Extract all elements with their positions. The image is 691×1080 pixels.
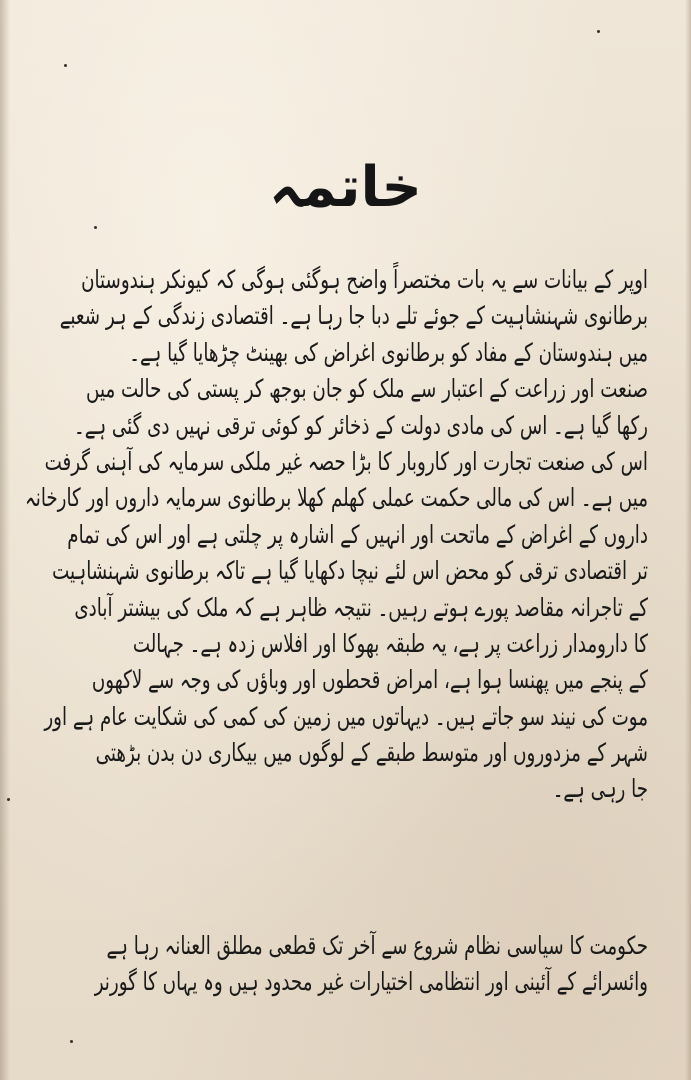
paragraph-line: جا رہی ہے۔ [552,774,648,804]
paragraph-line: تر اقتصادی ترقی کو محض اس لئے نیچا دکھایا گیا ہے تاکہ برطانوی شہنشاہیت [52,556,648,586]
scan-speck [597,30,600,33]
paragraph-line: داروں کے اغراض کے ماتحت اور انہیں کے اشارہ پر چلتی ہے اور اس کی تمام [67,519,648,549]
scan-speck [7,798,10,801]
paragraph-line: رکھا گیا ہے۔ اس کی مادی دولت کے ذخائر کو کوئی ترقی نہیں دی گئی ہے۔ [74,410,648,440]
paragraph-line: برطانوی شہنشاہیت کے جوئے تلے دبا جا رہا ہے۔ اقتصادی زندگی کے ہر شعبے [59,301,648,331]
closing-line: حکومت کا سیاسی نظام شروع سے آخر تک قطعی مطلق العنانہ رہا ہے [106,931,648,960]
paragraph-line: اوپر کے بیانات سے یہ بات مختصراً واضح ہوگئی ہوگی کہ کیونکر ہندوستان [81,265,648,294]
paragraph-line: شہر کے مزدوروں اور متوسط طبقے کے لوگوں میں بیکاری دن بدن بڑھتی [95,738,648,768]
paragraph-line: میں ہندوستان کے مفاد کو برطانوی اغراض کی بھینٹ چڑھایا گیا ہے۔ [129,337,648,367]
closing-line: وائسرائے کے آئینی اور انتظامی اختیارات غیر محدود ہیں وہ یہاں کا گورنر [94,967,648,996]
paragraph-line: کے تاجرانہ مقاصد پورے ہوتے رہیں۔ نتیجہ ظاہر ہے کہ ملک کی بیشتر آبادی [74,592,648,622]
paragraph-line: کا دارومدار زراعت پر ہے، یہ طبقہ بھوکا اور افلاس زدہ ہے۔ جہالت [132,628,648,658]
chapter-title: خاتمہ [269,155,422,220]
closing-paragraph [94,928,648,1000]
paragraph-line: صنعت اور زراعت کے اعتبار سے ملک کو جان بوجھ کر پستی کی حالت میں [86,374,648,404]
scan-speck [70,1040,73,1043]
paragraph-line: کے پنجے میں پھنسا ہوا ہے، امراض قحطوں اور وباؤں کی وجہ سے لاکھوں [91,665,648,695]
paragraph-line: موت کی نیند سو جاتے ہیں۔ دیہاتوں میں زمین کی کمی کی شکایت عام ہے اور [44,701,648,731]
main-paragraph [25,262,648,808]
scan-speck [64,64,67,67]
paragraph-line: اس کی صنعت تجارت اور کاروبار کا بڑا حصہ غیر ملکی سرمایہ کی آہنی گرفت [44,446,648,476]
paragraph-line: میں ہے۔ اس کی مالی حکمت عملی کھلم کھلا برطانوی سرمایہ داروں اور کارخانہ [25,483,648,513]
